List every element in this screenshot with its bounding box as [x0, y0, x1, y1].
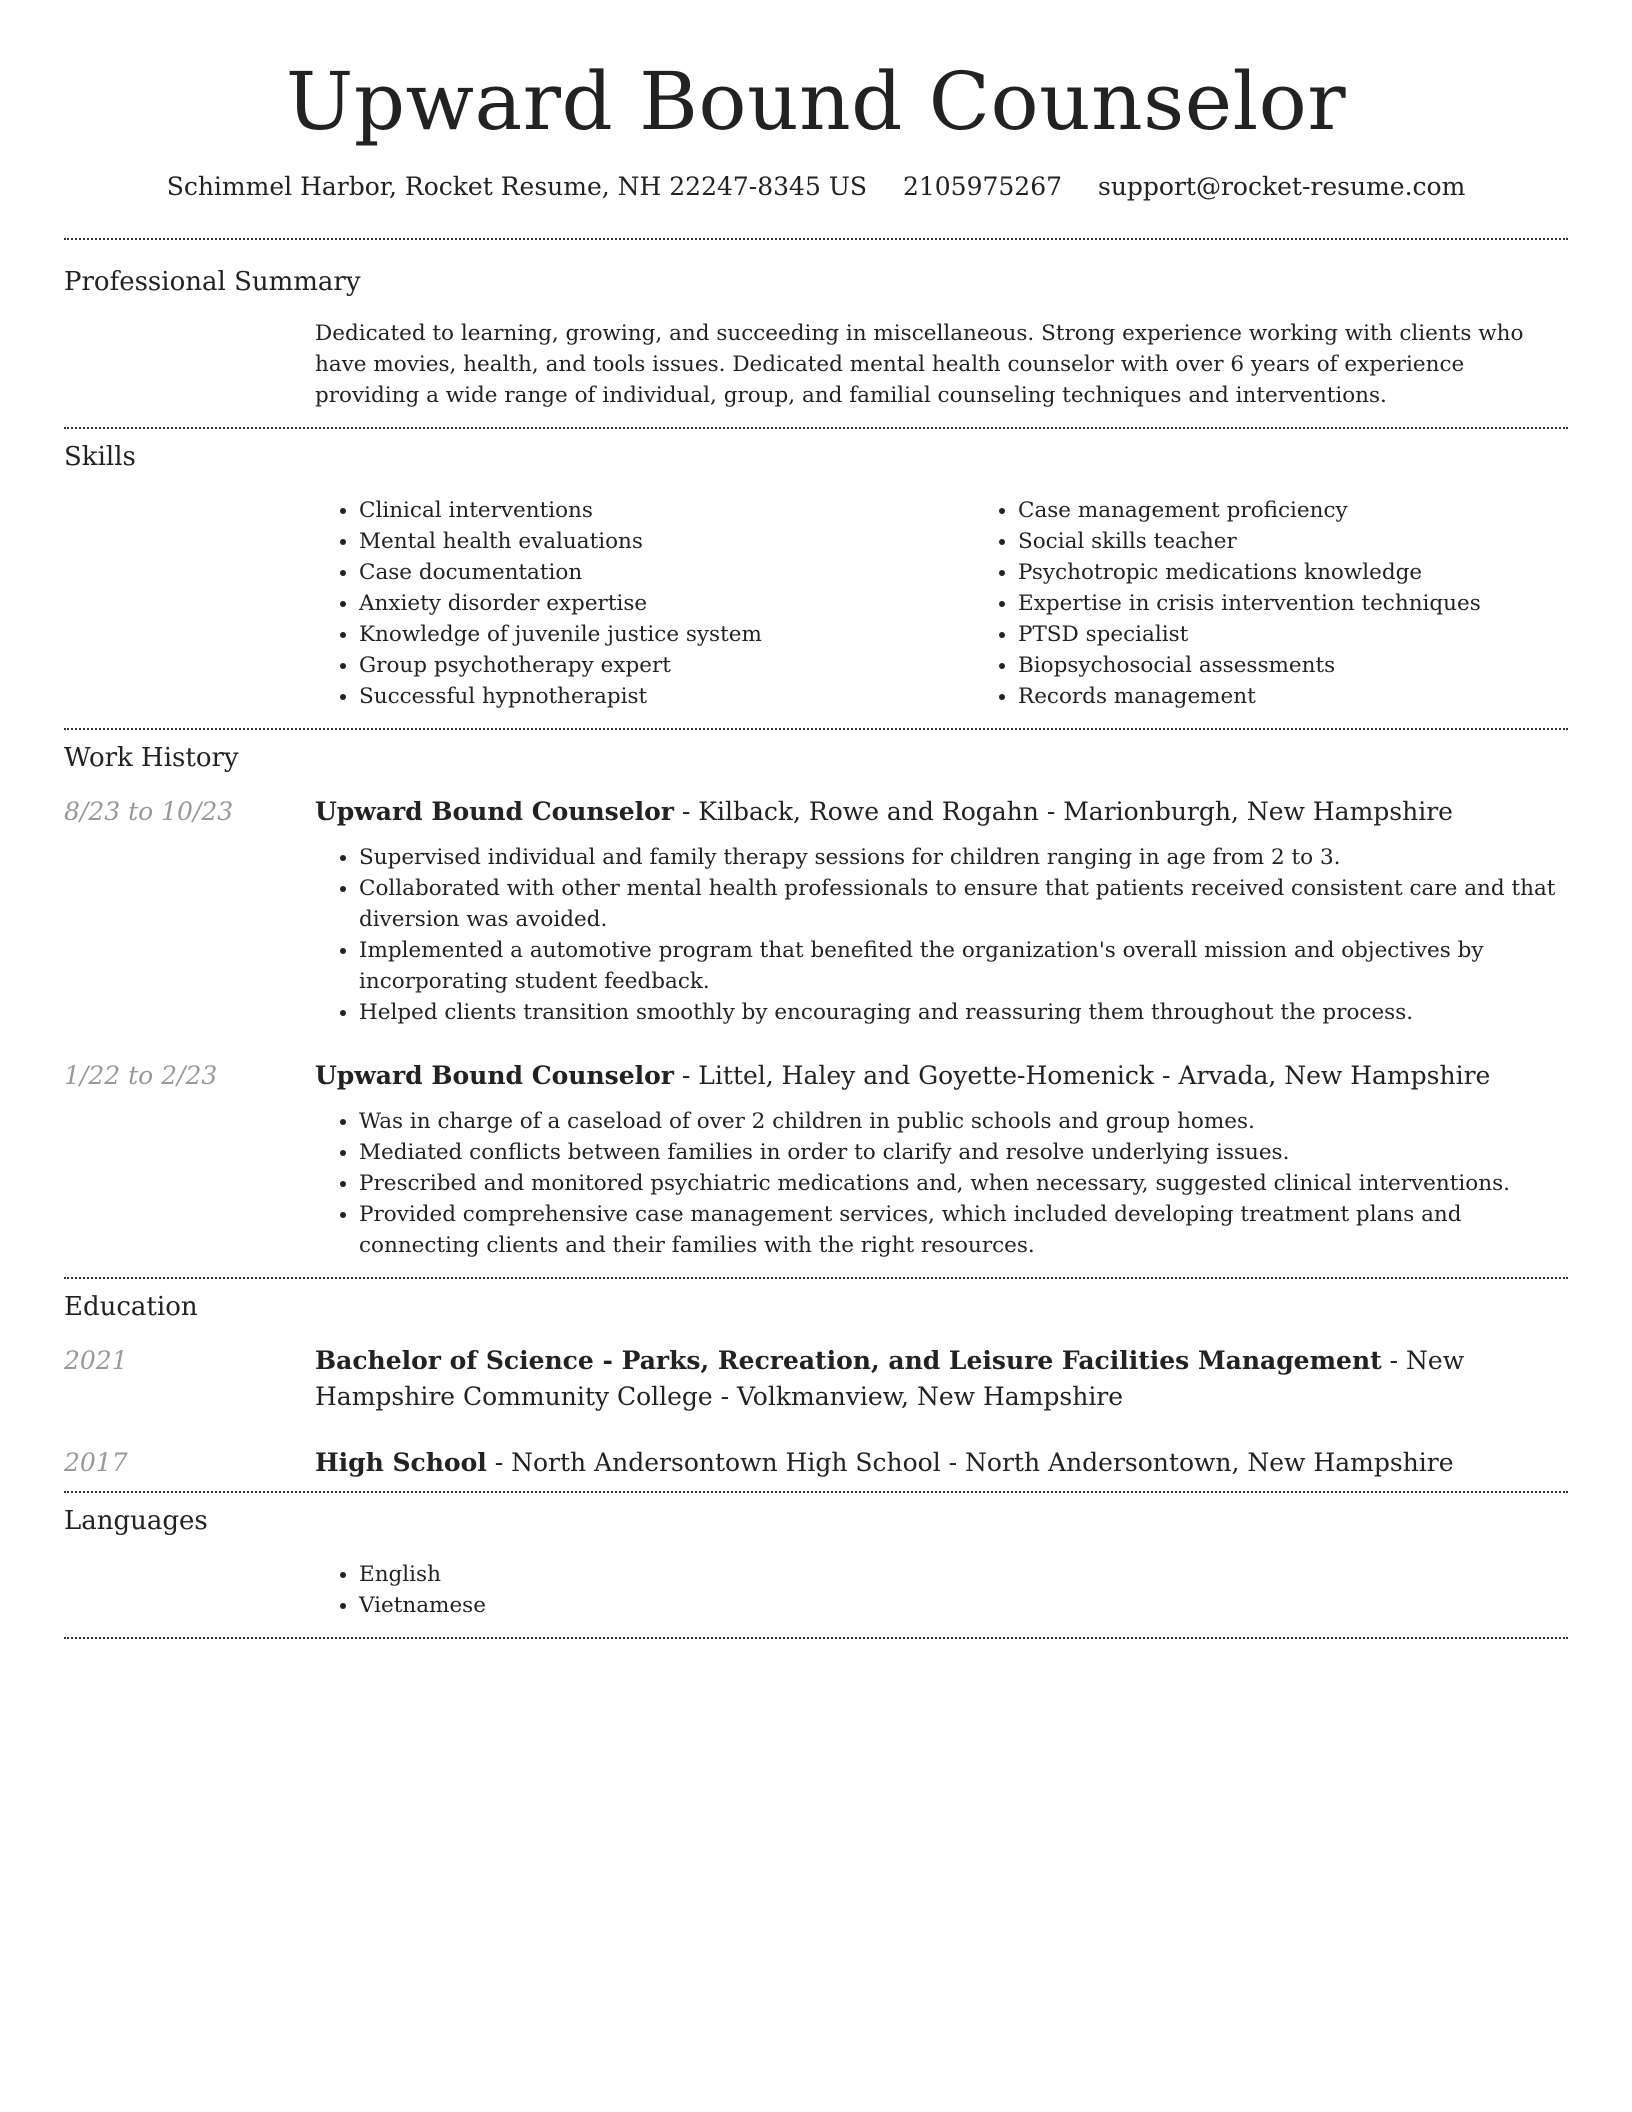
work-dates: 8/23 to 10/23: [64, 797, 234, 826]
work-title: [315, 1058, 1568, 1094]
languages-content: [315, 1559, 1568, 1621]
education-title: [315, 1343, 1568, 1415]
work-dates: 1/22 to 2/23: [64, 1061, 218, 1090]
education-school: - North Andersontown High School - North Andersontown, New Hampshire: [486, 1448, 1454, 1477]
work-bullet: • Implemented a automotive program that benefited the organization's overall mission and objectives by incorporating student feedback.: [359, 935, 1568, 997]
work-entry-body: [315, 794, 1568, 1028]
skills-columns: [315, 495, 1568, 712]
work-entry-body: [315, 1058, 1568, 1261]
skill-item: • Case documentation: [359, 557, 974, 588]
skill-item: • Records management: [1018, 681, 1632, 712]
education-entry-body: [315, 1343, 1568, 1415]
section-divider: [64, 1637, 1568, 1639]
work-bullet: • Was in charge of a caseload of over 2 children in public schools and group homes.: [359, 1106, 1568, 1137]
skill-item: • Expertise in crisis intervention techniques: [1018, 588, 1632, 619]
skill-item: • Clinical interventions: [359, 495, 974, 526]
language-item: • English: [359, 1559, 1568, 1590]
language-item: • Vietnamese: [359, 1590, 1568, 1621]
contact-line: [64, 170, 1568, 204]
contact-phone: 2105975267: [902, 172, 1063, 201]
education-title: [315, 1445, 1568, 1481]
skills-list-right: [974, 495, 1632, 712]
education-section: [64, 1279, 1568, 1481]
resume-header: [64, 0, 1568, 204]
skill-item: • Mental health evaluations: [359, 526, 974, 557]
work-bullet: • Collaborated with other mental health professionals to ensure that patients received consistent care and that diversion was avoided.: [359, 873, 1568, 935]
education-degree: Bachelor of Science - Parks, Recreation, and Leisure Facilities Management: [315, 1346, 1382, 1375]
skill-item: • Case management proficiency: [1018, 495, 1632, 526]
work-bullet: • Helped clients transition smoothly by encouraging and reassuring them throughout the process.: [359, 997, 1568, 1028]
languages-list: [315, 1559, 1568, 1621]
work-entry: [64, 1058, 1568, 1261]
job-company: - Littel, Haley and Goyette-Homenick - Arvada, New Hampshire: [673, 1061, 1491, 1090]
section-title-skills: Skills: [64, 442, 136, 472]
work-history-section: [64, 730, 1568, 1261]
job-position: Upward Bound Counselor: [315, 797, 674, 826]
work-bullet: • Prescribed and monitored psychiatric medications and, when necessary, suggested clinical interventions.: [359, 1168, 1568, 1199]
skill-item: • Biopsychosocial assessments: [1018, 650, 1632, 681]
work-bullet: • Mediated conflicts between families in order to clarify and resolve underlying issues.: [359, 1137, 1568, 1168]
skill-item: • Successful hypnotherapist: [359, 681, 974, 712]
job-position: Upward Bound Counselor: [315, 1061, 674, 1090]
languages-section: [64, 1493, 1568, 1621]
work-bullet: • Supervised individual and family therapy sessions for children ranging in age from 2 to 3.: [359, 842, 1568, 873]
education-entry-body: [315, 1445, 1568, 1481]
skill-item: • Group psychotherapy expert: [359, 650, 974, 681]
skill-item: • Social skills teacher: [1018, 526, 1632, 557]
job-company: - Kilback, Rowe and Rogahn - Marionburgh, New Hampshire: [673, 797, 1453, 826]
education-school: - New Hampshire Community College - Volkmanview, New Hampshire: [315, 1346, 1465, 1411]
skill-item: • Knowledge of juvenile justice system: [359, 619, 974, 650]
work-bullets: [315, 1106, 1568, 1261]
work-title: [315, 794, 1568, 830]
contact-email: support@rocket-resume.com: [1097, 172, 1466, 201]
contact-address: Schimmel Harbor, Rocket Resume, NH 22247-8345 US: [166, 172, 868, 201]
education-year: 2017: [64, 1448, 128, 1477]
work-entry: [64, 794, 1568, 1028]
education-year: 2021: [64, 1346, 128, 1375]
education-degree: High School: [315, 1448, 487, 1477]
skills-list-left: [315, 495, 974, 712]
skill-item: • Psychotropic medications knowledge: [1018, 557, 1632, 588]
education-entry: [64, 1343, 1568, 1415]
skills-section: [64, 429, 1568, 712]
candidate-name: Upward Bound Counselor: [285, 55, 1347, 148]
section-title-summary: Professional Summary: [64, 267, 361, 297]
section-title-languages: Languages: [64, 1506, 208, 1536]
skill-item: • PTSD specialist: [1018, 619, 1632, 650]
summary-text: Dedicated to learning, growing, and succeeding in miscellaneous. Strong experience working with clients who have movies, health, and tools issues. Dedicated mental health counselor with over 6 years of experience providing a wide range of individual, group, and familial counseling techniques and interventions.: [315, 321, 1524, 408]
skill-item: • Anxiety disorder expertise: [359, 588, 974, 619]
section-title-education: Education: [64, 1292, 198, 1322]
section-title-work: Work History: [64, 743, 239, 773]
work-bullets: [315, 842, 1568, 1028]
work-bullet: • Provided comprehensive case management services, which included developing treatment plans and connecting clients and their families with the right resources.: [359, 1199, 1568, 1261]
summary-content: [315, 318, 1568, 411]
education-entry: [64, 1445, 1568, 1481]
summary-section: [64, 240, 1568, 411]
